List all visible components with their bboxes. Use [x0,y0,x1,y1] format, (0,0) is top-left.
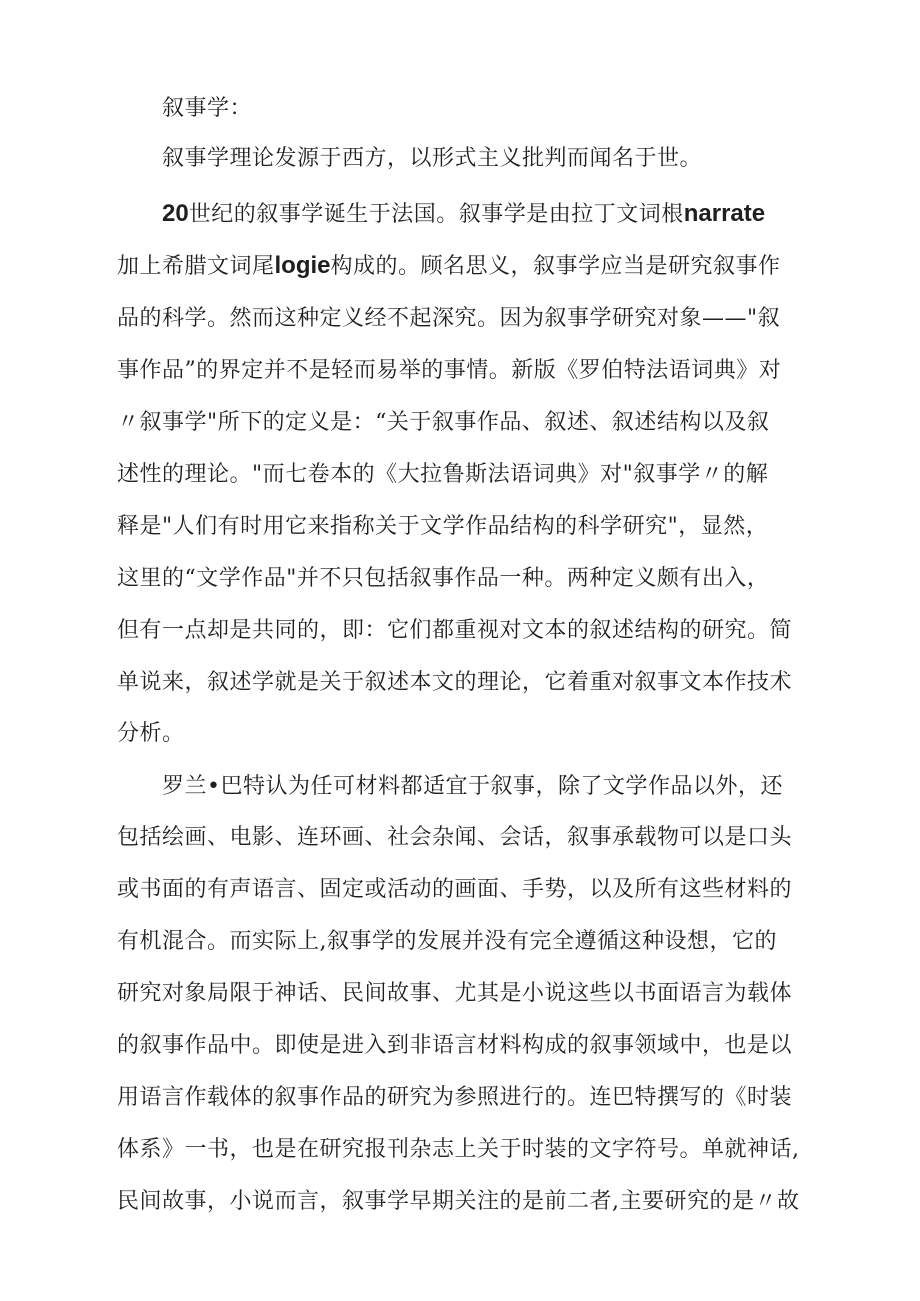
heading: 叙事学： [162,96,253,121]
paragraph-line [117,251,781,282]
latin-term: narrate [683,200,766,227]
paragraph-line: 单说来，叙述学就是关于叙述本文的理论，它着重对叙事文本作技术 [117,670,793,695]
paragraph-line: 这里的“文学作品"并不只包括叙事作品一种。两种定义颇有出入， [117,566,770,591]
greek-term: logie [274,252,331,279]
text-span: 世纪的叙事学诞生于法国。叙事学是由拉丁文词根 [188,202,684,227]
intro-paragraph: 叙事学理论发源于西方，以形式主义批判而闻名于世。 [162,146,703,171]
paragraph-line: 罗兰•巴特认为任可材料都适宜于叙事，除了文学作品以外，还 [162,774,783,799]
paragraph-line: 有机混合。而实际上,叙事学的发展并没有完全遵循这种设想，它的 [117,929,777,954]
paragraph-line: 分析。 [117,721,185,746]
paragraph-line: 的叙事作品中。即使是进入到非语言材料构成的叙事领域中，也是以 [117,1033,793,1058]
paragraph-line: 包括绘画、电影、连环画、社会杂闻、会话，叙事承载物可以是口头 [117,825,793,850]
century-number: 20 [162,200,189,227]
text-span: 构成的。顾名思义，叙事学应当是研究叙事作 [330,254,781,279]
paragraph-line: 或书面的有声语言、固定或活动的画面、手势，以及所有这些材料的 [117,877,793,902]
paragraph-line: 述性的理论。"而七卷本的《大拉鲁斯法语词典》对"叙事学〃的解 [117,462,769,487]
paragraph-line: 事作品”的界定并不是轻而易举的事情。新版《罗伯特法语词典》对 [117,358,782,383]
paragraph-line: 研究对象局限于神话、民间故事、尤其是小说这些以书面语言为载体 [117,981,793,1006]
paragraph-line: 用语言作载体的叙事作品的研究为参照进行的。连巴特撰写的《时装 [117,1085,793,1110]
paragraph-line: 品的科学。然而这种定义经不起深究。因为叙事学研究对象——"叙 [117,306,781,331]
paragraph-line: 体系》一书，也是在研究报刊杂志上关于时装的文字符号。单就神话, [117,1137,800,1162]
paragraph-line: 释是"人们有时用它来指称关于文学作品结构的科学研究"，显然， [117,514,769,539]
paragraph-line: 〃叙事学"所下的定义是：“关于叙事作品、叙述、叙述结构以及叙 [117,410,770,435]
paragraph-line [162,199,765,230]
text-span: 加上希腊文词尾 [117,254,275,279]
paragraph-line: 但有一点却是共同的，即：它们都重视对文本的叙述结构的研究。简 [117,618,793,643]
paragraph-line: 民间故事，小说而言，叙事学早期关注的是前二者,主要研究的是〃故 [117,1189,800,1214]
